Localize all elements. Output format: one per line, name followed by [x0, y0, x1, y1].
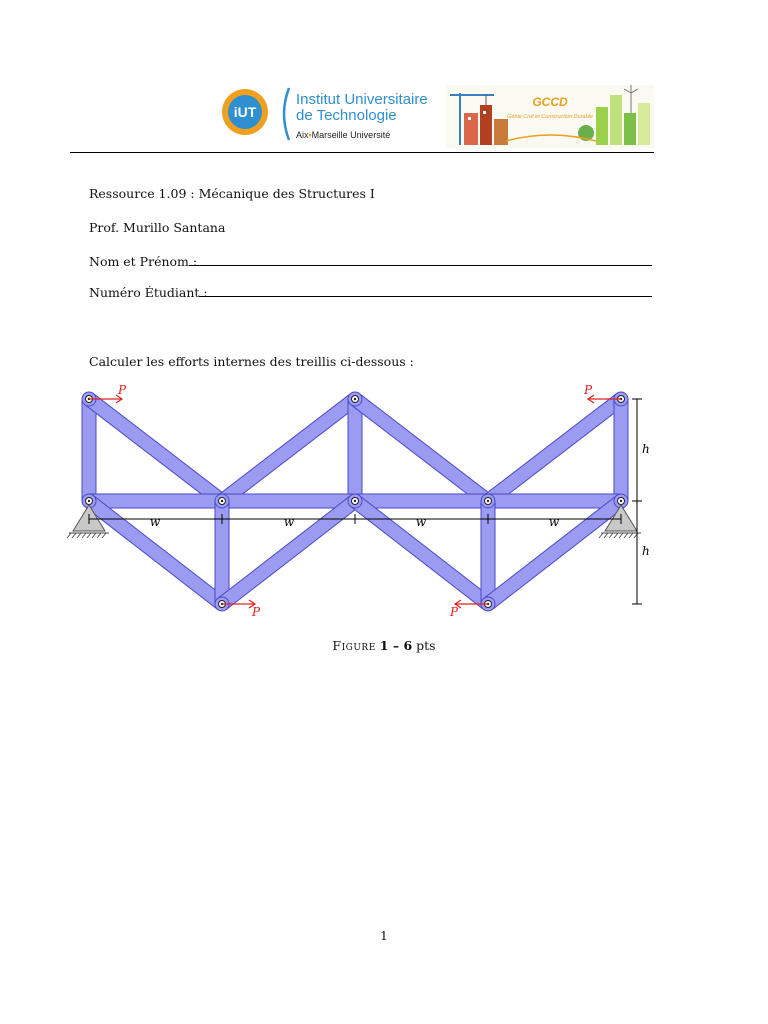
- course-line: [89, 186, 375, 201]
- course-separator: :: [186, 186, 199, 201]
- joint-pin-center-B: [354, 398, 356, 400]
- width-label: w: [548, 515, 560, 529]
- truss-member-FG: [355, 494, 488, 508]
- pin-support-left-hatch: [92, 533, 96, 538]
- joint-pin-center-E: [221, 500, 223, 502]
- pin-support-right-hatch: [614, 533, 618, 538]
- height-label: h: [642, 544, 650, 558]
- caption-word: Figure: [332, 638, 376, 653]
- figure-caption: [0, 638, 768, 653]
- truss-member-BG: [351, 393, 493, 506]
- joint-pin-center-G: [487, 500, 489, 502]
- truss-member-GC: [484, 393, 626, 506]
- student-number-label: Numéro Étudiant :: [89, 285, 208, 300]
- page-number: 1: [380, 929, 388, 943]
- truss-member-EF: [222, 494, 355, 508]
- pin-support-left-hatch: [97, 533, 101, 538]
- truss-member-IF: [218, 495, 360, 609]
- pin-support-left-hatch: [82, 533, 86, 538]
- truss-member-AE: [85, 393, 227, 506]
- pin-support-left-hatch: [102, 533, 106, 538]
- course-title: Mécanique des Structures I: [198, 186, 375, 201]
- university-part-1: Aix: [296, 130, 309, 140]
- pin-support-right-hatch: [604, 533, 608, 538]
- gccd-logo: [446, 85, 654, 148]
- load-label: P: [252, 605, 261, 619]
- pin-support-left-hatch: [87, 533, 91, 538]
- gccd-logo-subtext: Génie Civil et Construction Durable: [507, 114, 593, 120]
- truss-member-CH: [614, 399, 628, 501]
- pin-support-left-hatch: [77, 533, 81, 538]
- load-label: P: [584, 383, 593, 397]
- truss-member-BF: [348, 399, 362, 501]
- truss-member-EB: [218, 393, 360, 506]
- width-label: w: [415, 515, 427, 529]
- pin-support-left-hatch: [72, 533, 76, 538]
- iut-logo-letters: iUT: [233, 104, 257, 120]
- caption-unit: pts: [412, 638, 436, 653]
- university-dot: •: [308, 130, 312, 140]
- truss-member-AD: [82, 399, 96, 501]
- caption-points: 6: [403, 638, 413, 653]
- institution-name: [296, 92, 428, 143]
- course-label: Ressource 1.09: [89, 186, 187, 201]
- pin-support-left-hatch: [67, 533, 71, 538]
- truss-member-DI: [85, 495, 227, 609]
- pin-support-right-hatch: [619, 533, 623, 538]
- caption-dash: –: [388, 638, 404, 653]
- logo-bracket: [277, 86, 291, 142]
- name-field-label: Nom et Prénom :: [89, 254, 198, 269]
- height-label: h: [642, 442, 650, 456]
- university-part-2: Marseille Université: [311, 130, 391, 140]
- joint-pin-center-H: [620, 500, 622, 502]
- gccd-logo-text: GCCD: [532, 95, 568, 109]
- joint-pin-center-D: [88, 500, 90, 502]
- instruction-text: Calculer les efforts internes des treillis ci-dessous :: [89, 354, 414, 369]
- load-label: P: [118, 383, 127, 397]
- pin-support-right-hatch: [624, 533, 628, 538]
- load-label: P: [450, 605, 459, 619]
- student-number-field-line[interactable]: [199, 296, 652, 297]
- pin-support-right-hatch: [629, 533, 633, 538]
- caption-number: 1: [379, 638, 389, 653]
- joint-pin-center-F: [354, 500, 356, 502]
- university-name: [296, 127, 428, 143]
- institution-line-2: de Technologie: [296, 107, 397, 124]
- name-field-line[interactable]: [189, 265, 652, 266]
- width-label: w: [283, 515, 295, 529]
- truss-member-JH: [484, 495, 626, 609]
- truss-figure: [0, 380, 768, 625]
- pin-support-right-hatch: [609, 533, 613, 538]
- professor-name: Prof. Murillo Santana: [89, 220, 226, 235]
- pin-support-right-hatch: [599, 533, 603, 538]
- institution-line-1: Institut Universitaire: [296, 91, 428, 108]
- truss-member-GH: [488, 494, 621, 508]
- iut-logo: [221, 88, 269, 136]
- truss-member-DE: [89, 494, 222, 508]
- width-label: w: [149, 515, 161, 529]
- truss-member-FJ: [351, 495, 493, 609]
- header-divider: [70, 152, 654, 153]
